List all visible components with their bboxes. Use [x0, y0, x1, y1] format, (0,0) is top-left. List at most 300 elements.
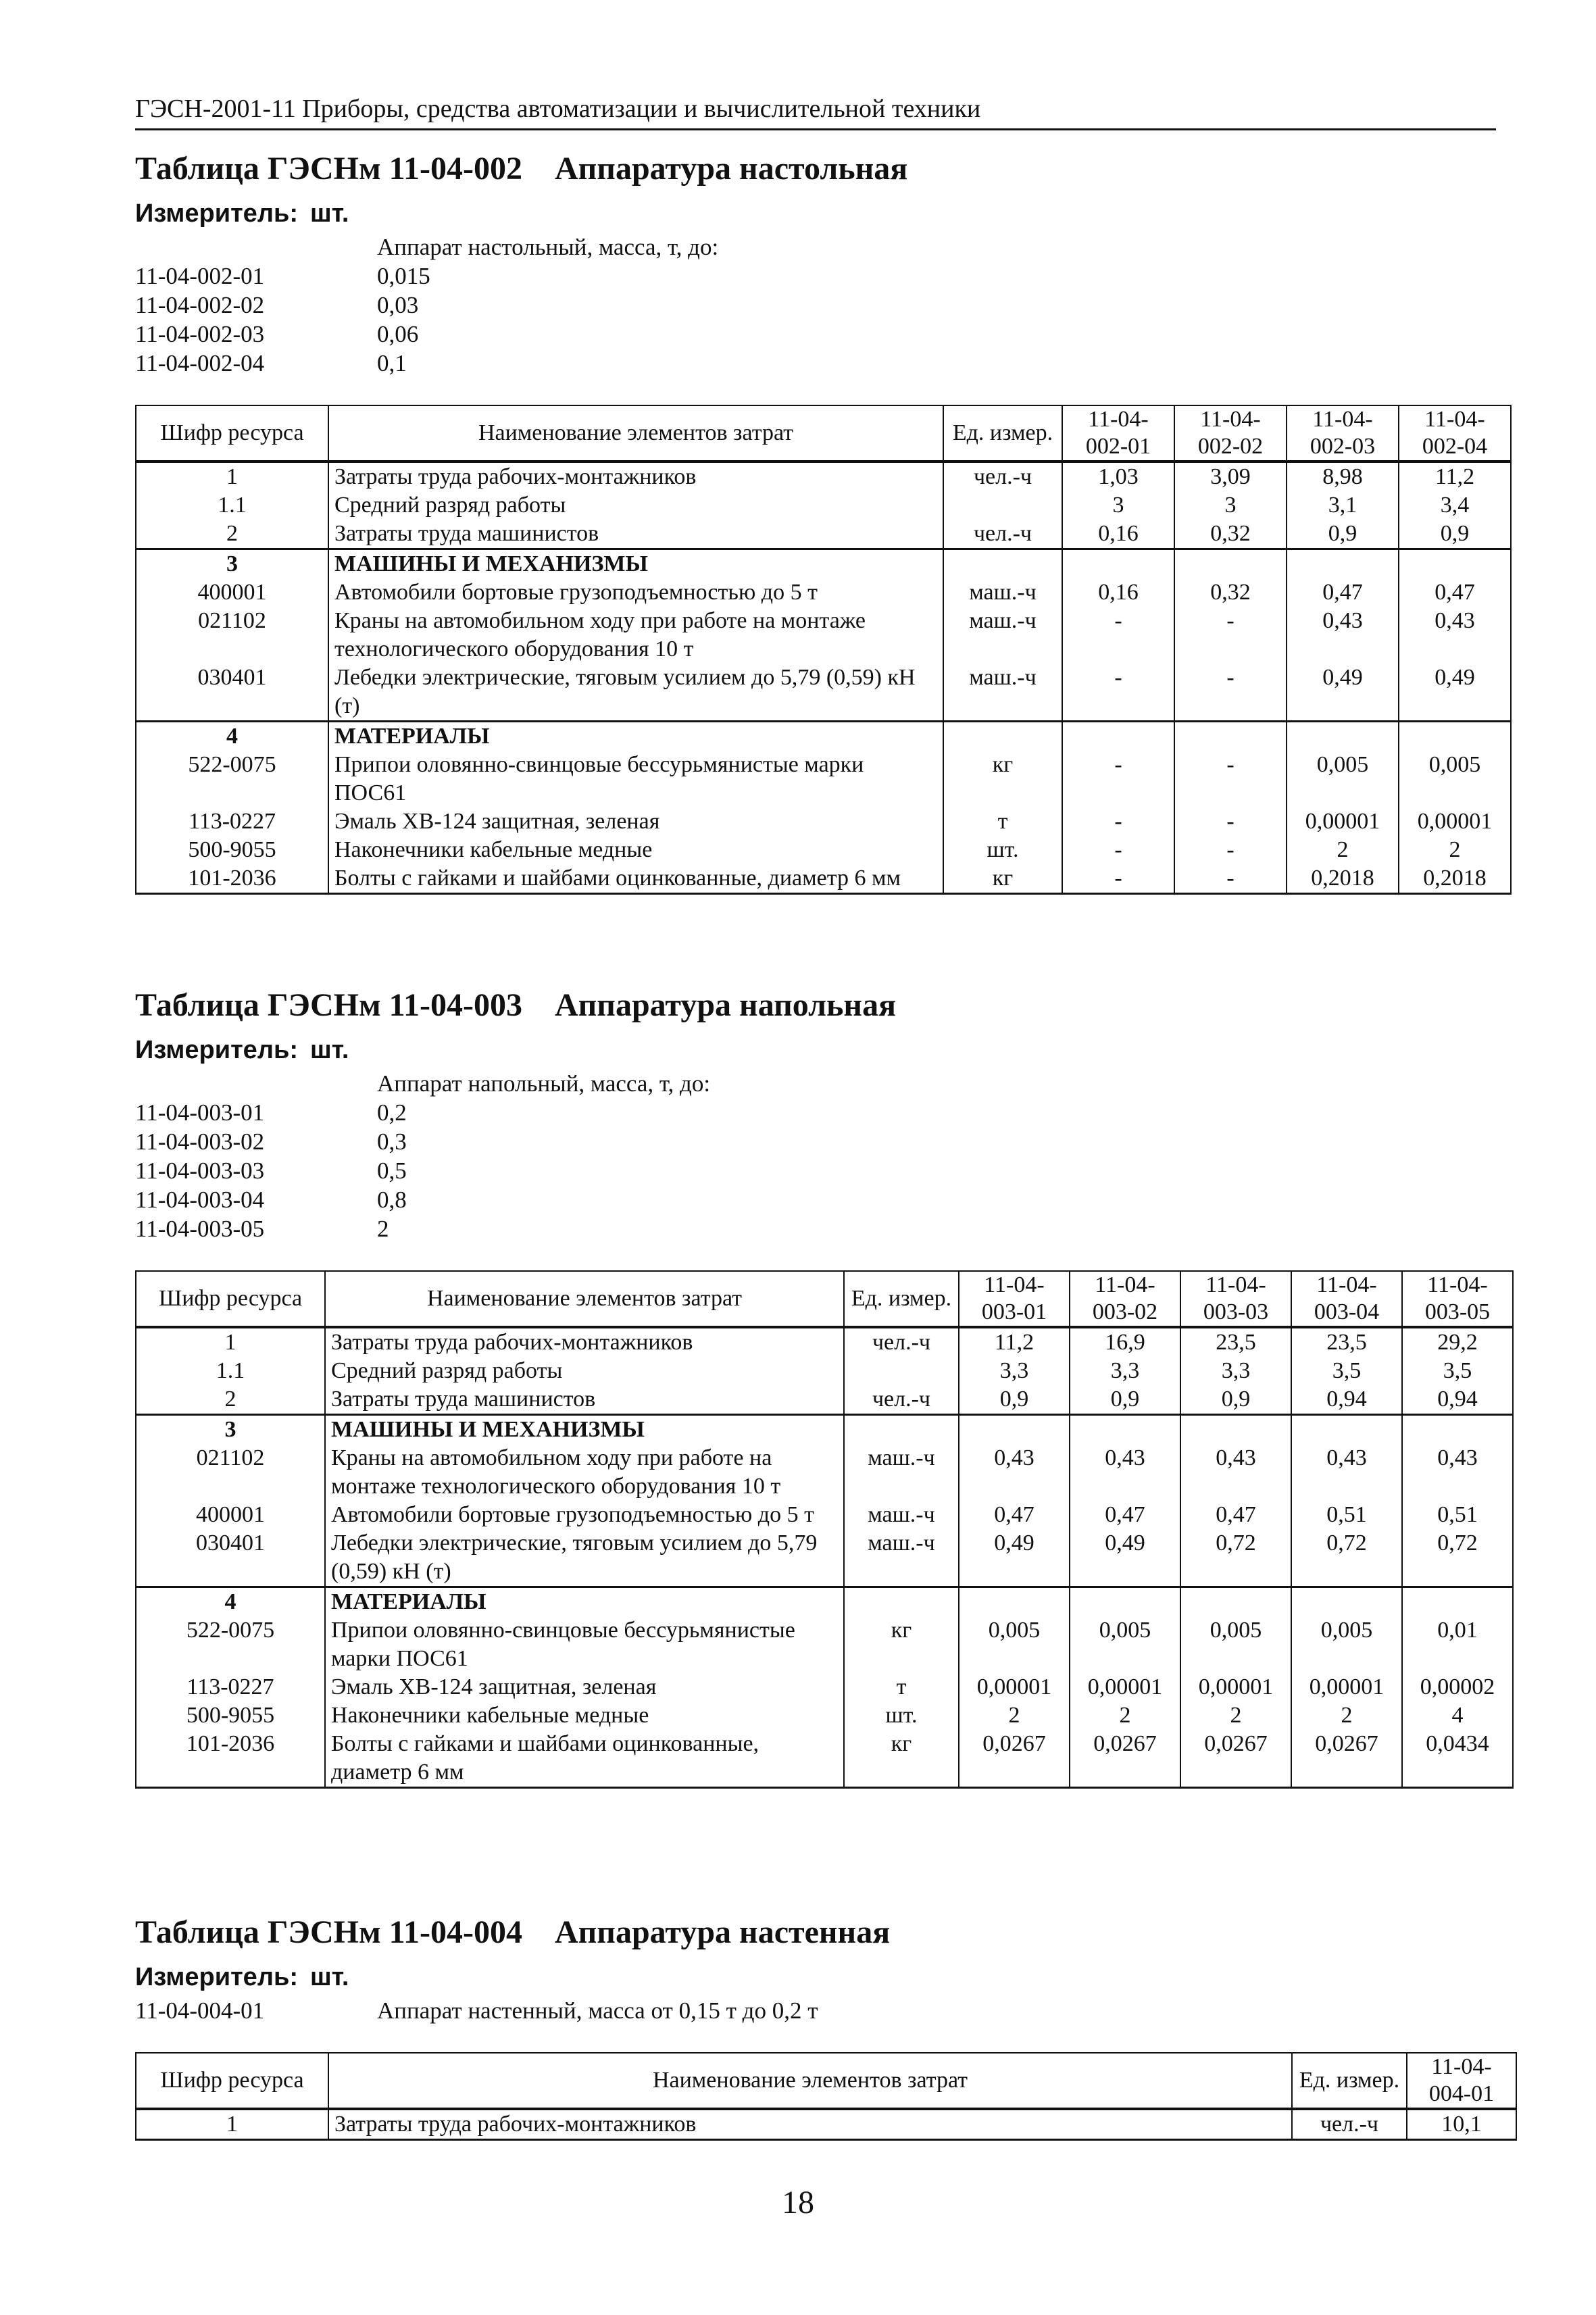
resource-code: 1.1 — [136, 491, 328, 520]
table-row — [136, 2109, 1516, 2140]
spec-code: 11-04-003-03 — [135, 1158, 265, 1184]
resource-unit — [844, 1415, 959, 1445]
norm-value: 0,51 — [1291, 1501, 1402, 1529]
col-header-norm — [1407, 2053, 1516, 2109]
norm-value: 0,47 — [1180, 1501, 1291, 1529]
norm-value — [1287, 549, 1399, 579]
resource-name: Затраты труда рабочих-монтажников — [328, 462, 943, 491]
norm-value: 0,94 — [1402, 1385, 1513, 1415]
page-number: 18 — [782, 2185, 814, 2220]
col-header-top: 11-04- — [1431, 2054, 1492, 2079]
resource-unit: кг — [943, 864, 1062, 894]
norm-value: 0,9 — [1399, 520, 1511, 549]
col-header-unit: Ед. измер. — [943, 405, 1062, 462]
norm-value: 0,72 — [1402, 1529, 1513, 1587]
norm-value — [959, 1415, 1070, 1445]
norm-value: - — [1174, 864, 1287, 894]
resource-name: Наконечники кабельные медные — [328, 836, 943, 864]
resource-name: Затраты труда машинистов — [328, 520, 943, 549]
spec-row — [135, 1127, 1500, 1156]
norm-value: 0,49 — [959, 1529, 1070, 1587]
resource-unit: маш.-ч — [844, 1501, 959, 1529]
norm-value: 0,9 — [959, 1385, 1070, 1415]
norm-value: 0,0267 — [959, 1730, 1070, 1788]
header-row — [136, 2053, 1516, 2109]
norm-value: - — [1174, 664, 1287, 722]
spec-row — [135, 1156, 1500, 1185]
norm-value: 10,1 — [1407, 2109, 1516, 2140]
table-title — [135, 150, 1500, 188]
norm-value: 3,1 — [1287, 491, 1399, 520]
measure-line — [135, 197, 1500, 230]
spec-code: 11-04-003-02 — [135, 1128, 265, 1155]
norm-value — [1287, 722, 1399, 751]
norm-value — [1062, 722, 1174, 751]
col-header-norm — [1287, 405, 1399, 462]
resource-unit: кг — [943, 751, 1062, 807]
col-header-unit: Ед. измер. — [1292, 2053, 1407, 2109]
spec-row — [135, 291, 1500, 320]
measure-label: Измеритель: — [135, 199, 298, 228]
resource-name: Наконечники кабельные медные — [325, 1701, 844, 1730]
measure-label: Измеритель: — [135, 1036, 298, 1064]
table-row — [136, 1701, 1513, 1730]
col-header-bottom: 003-03 — [1203, 1299, 1269, 1324]
measure-unit: шт. — [309, 1963, 349, 1991]
col-header-bottom: 002-02 — [1197, 434, 1264, 459]
resource-unit: шт. — [844, 1701, 959, 1730]
resource-name: Лебедки электрические, тяговым усилием до 5,79 (0,59) кН (т) — [328, 664, 943, 722]
norm-value: 4 — [1402, 1701, 1513, 1730]
norm-value: 0,00001 — [959, 1673, 1070, 1701]
col-header-top: 11-04- — [1205, 1272, 1266, 1297]
norm-value: 2 — [1287, 836, 1399, 864]
spec-value: 2 — [377, 1216, 389, 1242]
resource-unit: чел.-ч — [943, 462, 1062, 491]
norm-value: 0,72 — [1180, 1529, 1291, 1587]
table-row — [136, 1501, 1513, 1529]
norm-value: - — [1062, 664, 1174, 722]
norm-value: - — [1062, 751, 1174, 807]
col-header-bottom: 003-02 — [1092, 1299, 1158, 1324]
norm-value: 0,9 — [1070, 1385, 1180, 1415]
norm-value: 0,32 — [1174, 578, 1287, 607]
resource-unit: чел.-ч — [844, 1385, 959, 1415]
norm-value — [1402, 1415, 1513, 1445]
spec-code: 11-04-003-01 — [135, 1099, 265, 1126]
spec-value: 0,2 — [377, 1099, 407, 1126]
table-title — [135, 987, 1500, 1024]
norm-value: 0,16 — [1062, 520, 1174, 549]
col-header-norm — [1402, 1271, 1513, 1327]
norm-value: 0,005 — [1070, 1616, 1180, 1673]
table-code: Таблица ГЭСНм 11-04-003 — [135, 987, 522, 1023]
norm-value: - — [1062, 807, 1174, 836]
spec-value: 0,03 — [377, 292, 419, 318]
col-header-top: 11-04- — [984, 1272, 1045, 1297]
norm-value — [1180, 1587, 1291, 1617]
norm-value: 2 — [1070, 1701, 1180, 1730]
header-row — [136, 405, 1511, 462]
col-header-norm — [959, 1271, 1070, 1327]
resource-code: 1.1 — [136, 1357, 325, 1385]
norm-value: 23,5 — [1180, 1327, 1291, 1357]
norm-value — [1062, 549, 1174, 579]
norm-value: 0,94 — [1291, 1385, 1402, 1415]
resource-unit — [943, 722, 1062, 751]
table-row — [136, 1616, 1513, 1673]
norm-value: 0,47 — [1070, 1501, 1180, 1529]
table-name: Аппаратура настольная — [554, 151, 908, 186]
norm-value: 0,49 — [1399, 664, 1511, 722]
norm-value: 0,01 — [1402, 1616, 1513, 1673]
resource-name: МАТЕРИАЛЫ — [328, 722, 943, 751]
norm-value: 0,43 — [1180, 1444, 1291, 1501]
norm-value: 0,2018 — [1399, 864, 1511, 894]
norm-value: - — [1062, 607, 1174, 664]
norm-value: 0,51 — [1402, 1501, 1513, 1529]
resource-unit: кг — [844, 1616, 959, 1673]
spec-value: 0,1 — [377, 350, 407, 376]
table-name: Аппаратура напольная — [554, 987, 897, 1023]
resource-unit: т — [844, 1673, 959, 1701]
norm-value: 0,43 — [1402, 1444, 1513, 1501]
col-header-bottom: 004-01 — [1428, 2081, 1495, 2106]
spec-row — [135, 320, 1500, 349]
resource-unit — [844, 1357, 959, 1385]
norm-value: 0,2018 — [1287, 864, 1399, 894]
norm-value: 3 — [1062, 491, 1174, 520]
norm-value: 0,0434 — [1402, 1730, 1513, 1788]
spec-heading: Аппарат настольный, масса, т, до: — [377, 234, 719, 260]
norm-section-11-04-003 — [135, 987, 1500, 1789]
spec-value: Аппарат настенный, масса от 0,15 т до 0,2 т — [377, 1997, 818, 2024]
col-header-bottom: 003-05 — [1424, 1299, 1491, 1324]
table-row — [136, 1444, 1513, 1501]
resource-name: МАШИНЫ И МЕХАНИЗМЫ — [328, 549, 943, 579]
header-row — [136, 1271, 1513, 1327]
spec-block — [135, 232, 1500, 378]
resource-code: 101-2036 — [136, 1730, 325, 1788]
norm-value: 2 — [1291, 1701, 1402, 1730]
norm-value: 3,3 — [1070, 1357, 1180, 1385]
norm-value — [1180, 1415, 1291, 1445]
resource-code: 500-9055 — [136, 1701, 325, 1730]
resource-name: Автомобили бортовые грузоподъемностью до 5 т — [328, 578, 943, 607]
measure-unit: шт. — [309, 199, 349, 228]
table-row — [136, 807, 1511, 836]
norm-value: 11,2 — [1399, 462, 1511, 491]
resource-code: 030401 — [136, 664, 328, 722]
measure-label: Измеритель: — [135, 1963, 298, 1991]
resource-unit: чел.-ч — [943, 520, 1062, 549]
norm-value: 0,43 — [1399, 607, 1511, 664]
norm-value: 0,32 — [1174, 520, 1287, 549]
norm-value: 8,98 — [1287, 462, 1399, 491]
resource-code: 4 — [136, 722, 328, 751]
running-header: ГЭСН-2001-11 Приборы, средства автоматизации и вычислительной техники — [135, 93, 1496, 130]
resource-code: 021102 — [136, 1444, 325, 1501]
norm-value: 3,3 — [1180, 1357, 1291, 1385]
resource-code: 500-9055 — [136, 836, 328, 864]
norm-value — [1399, 549, 1511, 579]
spec-code: 11-04-004-01 — [135, 1997, 265, 2024]
resource-name: Лебедки электрические, тяговым усилием до 5,79 (0,59) кН (т) — [325, 1529, 844, 1587]
col-header-top: 11-04- — [1424, 407, 1485, 432]
col-header-bottom: 002-04 — [1422, 434, 1488, 459]
norm-value — [1291, 1587, 1402, 1617]
resource-name: МАТЕРИАЛЫ — [325, 1587, 844, 1617]
norm-value: 0,005 — [959, 1616, 1070, 1673]
norm-value: 0,0267 — [1070, 1730, 1180, 1788]
group-row — [136, 549, 1511, 579]
norm-value: 11,2 — [959, 1327, 1070, 1357]
norm-value: 2 — [959, 1701, 1070, 1730]
table-row — [136, 1357, 1513, 1385]
spec-value: 0,015 — [377, 263, 430, 289]
norm-value: 3,09 — [1174, 462, 1287, 491]
col-header-bottom: 003-01 — [981, 1299, 1047, 1324]
resource-name: МАШИНЫ И МЕХАНИЗМЫ — [325, 1415, 844, 1445]
norm-value: 3,4 — [1399, 491, 1511, 520]
norm-value: - — [1174, 607, 1287, 664]
col-header-top: 11-04- — [1427, 1272, 1488, 1297]
norm-value: 0,00001 — [1180, 1673, 1291, 1701]
norm-value: 0,005 — [1399, 751, 1511, 807]
spec-row — [135, 1996, 1500, 2025]
norm-value: 0,72 — [1291, 1529, 1402, 1587]
norm-value: 0,47 — [959, 1501, 1070, 1529]
spec-heading: Аппарат напольный, масса, т, до: — [377, 1070, 711, 1097]
group-row — [136, 1587, 1513, 1617]
norm-value: 0,43 — [959, 1444, 1070, 1501]
resource-name: Затраты труда рабочих-монтажников — [325, 1327, 844, 1357]
resource-code: 2 — [136, 520, 328, 549]
measure-line — [135, 1034, 1500, 1066]
col-header-norm — [1062, 405, 1174, 462]
table-row — [136, 578, 1511, 607]
norm-value: 0,00001 — [1070, 1673, 1180, 1701]
resource-name: Болты с гайками и шайбами оцинкованные, диаметр 6 мм — [328, 864, 943, 894]
norm-value: 2 — [1180, 1701, 1291, 1730]
resource-unit: шт. — [943, 836, 1062, 864]
table-row — [136, 1529, 1513, 1587]
spec-value: 0,5 — [377, 1158, 407, 1184]
table-row — [136, 1730, 1513, 1788]
col-header-code: Шифр ресурса — [136, 1271, 325, 1327]
resource-unit — [844, 1587, 959, 1617]
spec-block — [135, 1069, 1500, 1243]
spec-value: 0,06 — [377, 321, 419, 347]
norm-value — [959, 1587, 1070, 1617]
resource-unit: маш.-ч — [943, 578, 1062, 607]
spec-row — [135, 1185, 1500, 1214]
spec-rows — [135, 262, 1500, 378]
col-header-top: 11-04- — [1200, 407, 1261, 432]
norm-value: 0,00002 — [1402, 1673, 1513, 1701]
norm-table — [135, 2052, 1517, 2141]
col-header-name: Наименование элементов затрат — [328, 2053, 1292, 2109]
resource-name: Затраты труда рабочих-монтажников — [328, 2109, 1292, 2140]
col-header-top: 11-04- — [1095, 1272, 1155, 1297]
table-row — [136, 607, 1511, 664]
table-row — [136, 1327, 1513, 1357]
norm-value: - — [1062, 836, 1174, 864]
norm-value — [1291, 1415, 1402, 1445]
resource-code: 400001 — [136, 1501, 325, 1529]
norm-table — [135, 405, 1512, 895]
norm-value: 0,49 — [1070, 1529, 1180, 1587]
col-header-top: 11-04- — [1088, 407, 1149, 432]
spec-rows — [135, 1996, 1500, 2025]
norm-value: 0,43 — [1070, 1444, 1180, 1501]
norm-value — [1402, 1587, 1513, 1617]
spec-block — [135, 1996, 1500, 2025]
norm-value: 0,16 — [1062, 578, 1174, 607]
norm-value — [1399, 722, 1511, 751]
norm-value: 3,3 — [959, 1357, 1070, 1385]
resource-unit: маш.-ч — [943, 664, 1062, 722]
table-row — [136, 462, 1511, 491]
resource-code: 030401 — [136, 1529, 325, 1587]
norm-value: 0,49 — [1287, 664, 1399, 722]
resource-name: Припои оловянно-свинцовые бессурьмянистые марки ПОС61 — [328, 751, 943, 807]
norm-value: 0,43 — [1287, 607, 1399, 664]
spec-value: 0,3 — [377, 1128, 407, 1155]
spec-value: 0,8 — [377, 1187, 407, 1213]
col-header-code: Шифр ресурса — [136, 405, 328, 462]
norm-value: - — [1062, 864, 1174, 894]
table-name: Аппаратура настенная — [554, 1914, 891, 1950]
norm-value: 0,43 — [1291, 1444, 1402, 1501]
table-row — [136, 1673, 1513, 1701]
resource-name: Автомобили бортовые грузоподъемностью до 5 т — [325, 1501, 844, 1529]
table-row — [136, 864, 1511, 894]
resource-name: Припои оловянно-свинцовые бессурьмянистые марки ПОС61 — [325, 1616, 844, 1673]
resource-unit: чел.-ч — [1292, 2109, 1407, 2140]
col-header-norm — [1291, 1271, 1402, 1327]
norm-value: 2 — [1399, 836, 1511, 864]
resource-code: 3 — [136, 1415, 325, 1445]
norm-value: 29,2 — [1402, 1327, 1513, 1357]
resource-code: 113-0227 — [136, 807, 328, 836]
col-header-code: Шифр ресурса — [136, 2053, 328, 2109]
resource-code: 101-2036 — [136, 864, 328, 894]
col-header-name: Наименование элементов затрат — [325, 1271, 844, 1327]
norm-value: 0,47 — [1287, 578, 1399, 607]
resource-unit — [943, 491, 1062, 520]
col-header-bottom: 002-01 — [1085, 434, 1151, 459]
resource-code: 400001 — [136, 578, 328, 607]
col-header-name: Наименование элементов затрат — [328, 405, 943, 462]
norm-value — [1070, 1587, 1180, 1617]
table-row — [136, 664, 1511, 722]
resource-code: 3 — [136, 549, 328, 579]
resource-name: Краны на автомобильном ходу при работе на монтаже технологического оборудования 10 т — [325, 1444, 844, 1501]
table-title — [135, 1914, 1500, 1951]
resource-code: 021102 — [136, 607, 328, 664]
col-header-bottom: 003-04 — [1314, 1299, 1380, 1324]
resource-unit: чел.-ч — [844, 1327, 959, 1357]
resource-name: Средний разряд работы — [328, 491, 943, 520]
resource-unit: кг — [844, 1730, 959, 1788]
norm-value: 0,005 — [1180, 1616, 1291, 1673]
resource-name: Эмаль ХВ-124 защитная, зеленая — [325, 1673, 844, 1701]
col-header-top: 11-04- — [1316, 1272, 1377, 1297]
table-row — [136, 1385, 1513, 1415]
norm-value: 3 — [1174, 491, 1287, 520]
measure-line — [135, 1961, 1500, 1993]
norm-value: 0,00001 — [1287, 807, 1399, 836]
resource-name: Эмаль ХВ-124 защитная, зеленая — [328, 807, 943, 836]
table-row — [136, 491, 1511, 520]
resource-code: 1 — [136, 462, 328, 491]
col-header-unit: Ед. измер. — [844, 1271, 959, 1327]
norm-table — [135, 1270, 1514, 1789]
col-header-norm — [1399, 405, 1511, 462]
resource-code: 1 — [136, 2109, 328, 2140]
spec-row — [135, 349, 1500, 378]
norm-value: 0,005 — [1291, 1616, 1402, 1673]
norm-value: 0,00001 — [1399, 807, 1511, 836]
spec-row — [135, 1214, 1500, 1243]
resource-unit: маш.-ч — [943, 607, 1062, 664]
resource-name: Затраты труда машинистов — [325, 1385, 844, 1415]
spec-code: 11-04-003-05 — [135, 1216, 265, 1242]
norm-value — [1070, 1415, 1180, 1445]
spec-code: 11-04-002-02 — [135, 292, 265, 318]
norm-value: 0,0267 — [1180, 1730, 1291, 1788]
resource-name: Болты с гайками и шайбами оцинкованные, диаметр 6 мм — [325, 1730, 844, 1788]
spec-code: 11-04-002-01 — [135, 263, 265, 289]
table-row — [136, 751, 1511, 807]
norm-value — [1174, 722, 1287, 751]
table-row — [136, 520, 1511, 549]
norm-section-11-04-004 — [135, 1914, 1500, 2141]
norm-value: - — [1174, 751, 1287, 807]
resource-unit — [943, 549, 1062, 579]
norm-section-11-04-002 — [135, 150, 1500, 895]
resource-name: Краны на автомобильном ходу при работе на монтаже технологического оборудования 10 т — [328, 607, 943, 664]
norm-value: 0,47 — [1399, 578, 1511, 607]
resource-code: 522-0075 — [136, 751, 328, 807]
norm-value: 3,5 — [1291, 1357, 1402, 1385]
spec-code: 11-04-002-03 — [135, 321, 265, 347]
resource-code: 2 — [136, 1385, 325, 1415]
norm-value: 1,03 — [1062, 462, 1174, 491]
norm-value: - — [1174, 836, 1287, 864]
resource-unit: маш.-ч — [844, 1444, 959, 1501]
group-row — [136, 1415, 1513, 1445]
resource-code: 113-0227 — [136, 1673, 325, 1701]
norm-value — [1174, 549, 1287, 579]
spec-code: 11-04-002-04 — [135, 350, 265, 376]
col-header-norm — [1070, 1271, 1180, 1327]
norm-value: 0,005 — [1287, 751, 1399, 807]
resource-code: 4 — [136, 1587, 325, 1617]
group-row — [136, 722, 1511, 751]
measure-unit: шт. — [309, 1036, 349, 1064]
col-header-top: 11-04- — [1312, 407, 1373, 432]
col-header-norm — [1180, 1271, 1291, 1327]
spec-rows — [135, 1098, 1500, 1243]
norm-value: - — [1174, 807, 1287, 836]
spec-code: 11-04-003-04 — [135, 1187, 265, 1213]
resource-code: 522-0075 — [136, 1616, 325, 1673]
resource-unit: т — [943, 807, 1062, 836]
col-header-bottom: 002-03 — [1310, 434, 1376, 459]
norm-value: 3,5 — [1402, 1357, 1513, 1385]
